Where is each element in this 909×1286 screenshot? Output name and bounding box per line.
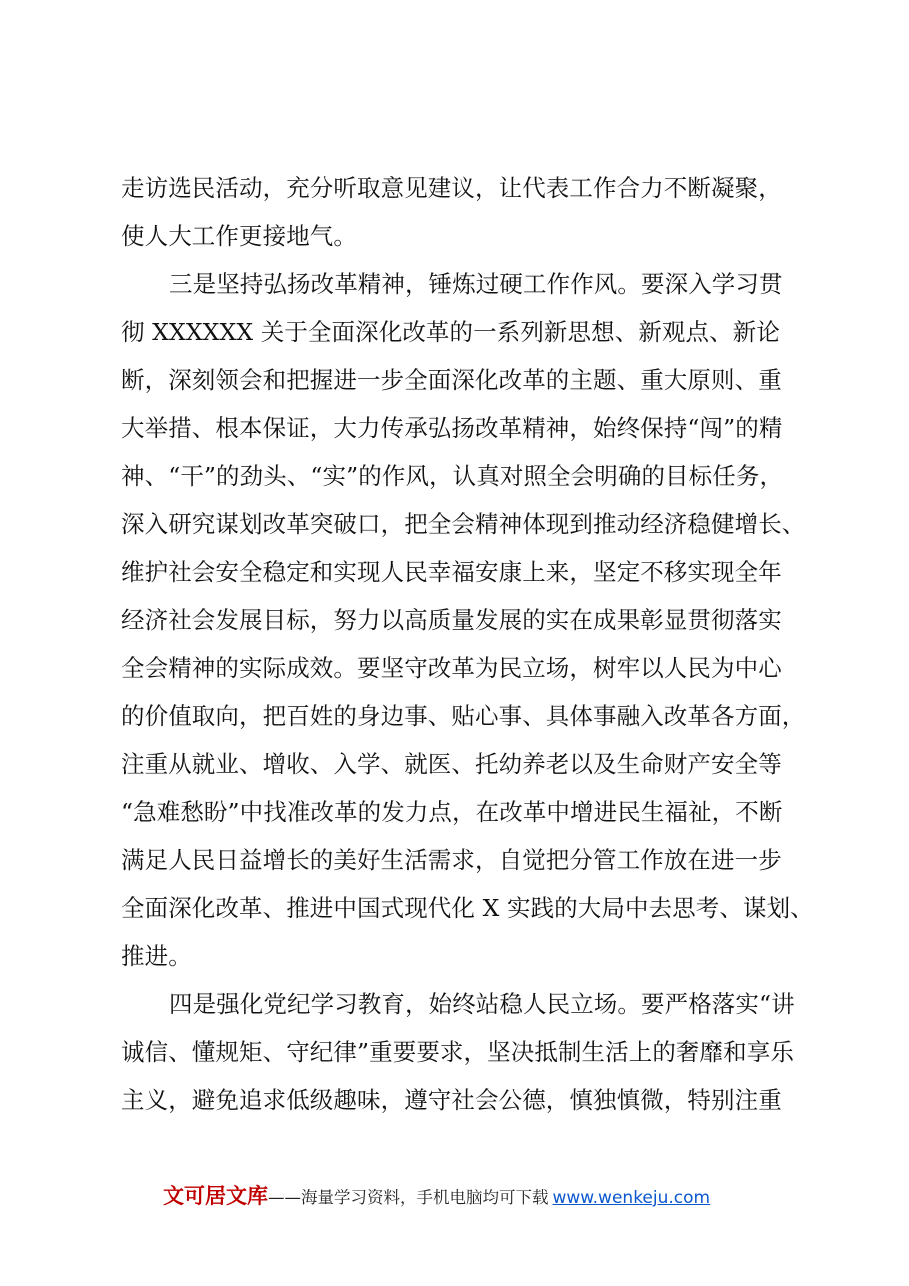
text-line: 大举措、根本保证，大力传承弘扬改革精神，始终保持“闯”的精	[121, 414, 783, 442]
footer-link[interactable]: www.wenkeju.com	[552, 1188, 711, 1208]
text-line: 使人大工作更接地气。	[121, 222, 357, 250]
text-line: “急难愁盼”中找准改革的发力点，在改革中增进民生福祉，不断	[121, 798, 783, 826]
paragraph-start-line: 三是坚持弘扬改革精神，锤炼过硬工作作风。要深入学习贯	[169, 270, 783, 298]
footer	[163, 1181, 710, 1211]
text-line: 彻 XXXXXX 关于全面深化改革的一系列新思想、新观点、新论	[121, 318, 780, 346]
text-line: 全面深化改革、推进中国式现代化 X 实践的大局中去思考、谋划、	[121, 894, 814, 922]
footer-brand: 文可居文库	[163, 1184, 268, 1208]
text-line: 推进。	[121, 942, 192, 970]
text-line: 走访选民活动，充分听取意见建议，让代表工作合力不断凝聚，	[121, 174, 782, 202]
text-line: 神、“干”的劲头、“实”的作风，认真对照全会明确的目标任务，	[121, 462, 784, 490]
text-line: 维护社会安全稳定和实现人民幸福安康上来，坚定不移实现全年	[121, 558, 782, 586]
text-line: 诚信、懂规矩、守纪律”重要要求，坚决抵制生活上的奢靡和享乐	[121, 1038, 794, 1066]
footer-tagline: ——海量学习资料，手机电脑均可下载	[268, 1188, 549, 1207]
paragraph-start-line: 四是强化党纪学习教育，始终站稳人民立场。要严格落实“讲	[169, 990, 795, 1018]
text-line: 注重从就业、增收、入学、就医、托幼养老以及生命财产安全等	[121, 750, 782, 778]
text-line: 主义，避免追求低级趣味，遵守社会公德，慎独慎微，特别注重	[121, 1086, 782, 1114]
text-line: 经济社会发展目标，努力以高质量发展的实在成果彰显贯彻落实	[121, 606, 782, 634]
text-line: 深入研究谋划改革突破口，把全会精神体现到推动经济稳健增长、	[121, 510, 806, 538]
text-line: 的价值取向，把百姓的身边事、贴心事、具体事融入改革各方面，	[121, 702, 806, 730]
text-line: 断，深刻领会和把握进一步全面深化改革的主题、重大原则、重	[121, 366, 782, 394]
text-line: 满足人民日益增长的美好生活需求，自觉把分管工作放在进一步	[121, 846, 782, 874]
text-line: 全会精神的实际成效。要坚守改革为民立场，树牢以人民为中心	[121, 654, 782, 682]
